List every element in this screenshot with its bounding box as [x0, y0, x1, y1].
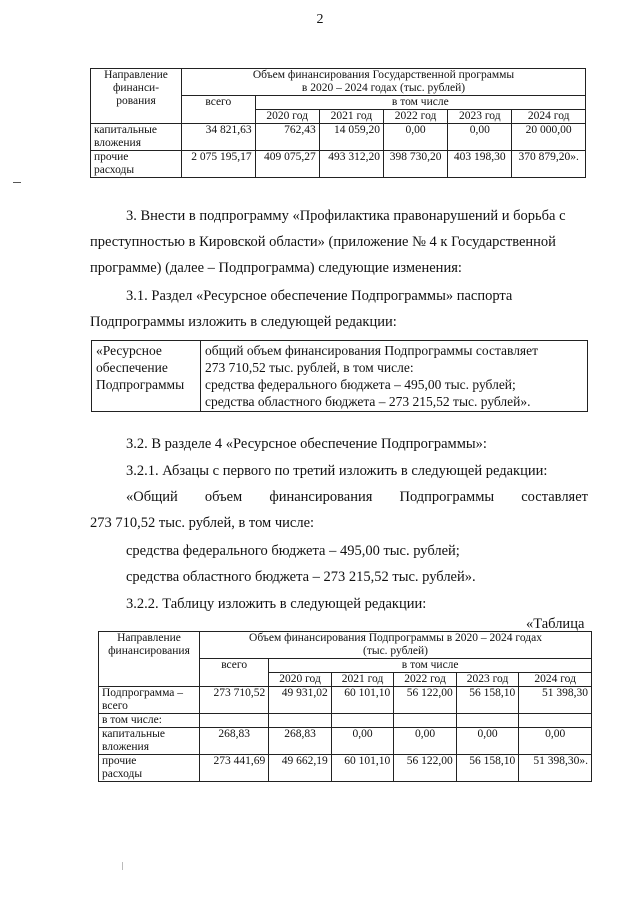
year-header: 2023 год	[456, 673, 519, 687]
paragraph-3-1-line: 3.1. Раздел «Ресурсное обеспечение Подпрограммы» паспорта	[126, 288, 513, 304]
quote-line: средства федерального бюджета – 495,00 тыс. рублей;	[126, 543, 460, 559]
cell-value: 49 931,02	[269, 687, 332, 714]
year-header: 2020 год	[255, 110, 319, 124]
direction-header: Направление финансирования	[99, 632, 200, 687]
table-row	[99, 728, 592, 755]
paragraph-3-2-1: 3.2.1. Абзацы с первого по третий изложить в следующей редакции:	[126, 463, 548, 479]
resource-label-cell: «Ресурсное обеспечение Подпрограммы	[92, 341, 201, 412]
paragraph-3-2: 3.2. В разделе 4 «Ресурсное обеспечение Подпрограммы»:	[126, 436, 487, 452]
paragraph-3-2-2: 3.2.2. Таблицу изложить в следующей редакции:	[126, 596, 427, 612]
cell-value: 0,00	[448, 124, 512, 151]
quote-line: «Общий объем финансирования Подпрограммы составляет	[126, 489, 588, 505]
cell-total: 2 075 195,17	[182, 151, 256, 178]
quote-line: 273 710,52 тыс. рублей, в том числе:	[90, 515, 315, 531]
cell-value: 409 075,27	[255, 151, 319, 178]
resource-text-cell: общий объем финансирования Подпрограммы составляет 273 710,52 тыс. рублей, в том числе: средства федерального бюджета – 495,00 тыс. рублей; средства областного бюджета – 273 215,52 тыс. рублей».	[201, 341, 588, 412]
year-header: 2022 год	[394, 673, 457, 687]
page-number: 2	[316, 12, 324, 27]
year-header: 2021 год	[331, 673, 394, 687]
row-label: капитальные вложения	[99, 728, 200, 755]
table-row	[99, 687, 592, 714]
cell-value: 49 662,19	[269, 755, 332, 782]
year-header: 2020 год	[269, 673, 332, 687]
year-header: 2024 год	[512, 110, 586, 124]
row-label: капитальные вложения	[91, 124, 182, 151]
table-caption: «Таблица	[526, 616, 585, 632]
cell-value: 60 101,10	[331, 687, 394, 714]
cell-value: 398 730,20	[383, 151, 447, 178]
paragraph-3-line: 3. Внести в подпрограмму «Профилактика правонарушений и борьба с	[126, 208, 566, 224]
cell-value: 0,00	[519, 728, 592, 755]
table-row	[99, 755, 592, 782]
cell-total: 268,83	[200, 728, 269, 755]
including-header: в том числе	[255, 96, 585, 110]
direction-header: Направление финанси- рования	[91, 69, 182, 124]
paragraph-3-line: преступностью в Кировской области» (приложение № 4 к Государственной	[90, 234, 556, 250]
cell-value: 56 158,10	[456, 687, 519, 714]
scan-mark	[122, 862, 123, 870]
cell-value: 0,00	[383, 124, 447, 151]
including-header: в том числе	[269, 659, 592, 673]
year-header: 2022 год	[383, 110, 447, 124]
paragraph-3-line: программе) (далее – Подпрограмма) следующие изменения:	[90, 260, 462, 276]
cell-value: 60 101,10	[331, 755, 394, 782]
margin-mark	[13, 182, 21, 183]
cell-value: 403 198,30	[448, 151, 512, 178]
cell-total: 273 441,69	[200, 755, 269, 782]
cell-value: 56 122,00	[394, 755, 457, 782]
row-label: Подпрограмма – всего	[99, 687, 200, 714]
total-header: всего	[182, 96, 256, 124]
total-header: всего	[200, 659, 269, 687]
cell-value: 20 000,00	[512, 124, 586, 151]
cell-value: 51 398,30	[519, 687, 592, 714]
subprogram-funding-table	[98, 631, 592, 782]
cell-value: 56 122,00	[394, 687, 457, 714]
table-row	[91, 151, 586, 178]
cell-value: 0,00	[331, 728, 394, 755]
cell-value: 56 158,10	[456, 755, 519, 782]
year-header: 2024 год	[519, 673, 592, 687]
program-funding-table	[90, 68, 586, 178]
cell-value: 268,83	[269, 728, 332, 755]
paragraph-3-1-line: Подпрограммы изложить в следующей редакции:	[90, 314, 397, 330]
row-label: в том числе:	[99, 714, 200, 728]
cell-total: 273 710,52	[200, 687, 269, 714]
cell-value: 0,00	[394, 728, 457, 755]
cell-value: 493 312,20	[319, 151, 383, 178]
table-row	[91, 124, 586, 151]
cell-value: 370 879,20».	[512, 151, 586, 178]
table-row	[99, 714, 592, 728]
volume-header: Объем финансирования Подпрограммы в 2020 – 2024 годах (тыс. рублей)	[200, 632, 592, 659]
quote-line: средства областного бюджета – 273 215,52 тыс. рублей».	[126, 569, 476, 585]
resource-provision-table	[91, 340, 588, 412]
row-label: прочие расходы	[91, 151, 182, 178]
row-label: прочие расходы	[99, 755, 200, 782]
cell-value: 14 059,20	[319, 124, 383, 151]
cell-total: 34 821,63	[182, 124, 256, 151]
cell-value: 0,00	[456, 728, 519, 755]
cell-value: 51 398,30».	[519, 755, 592, 782]
volume-header: Объем финансирования Государственной программы в 2020 – 2024 годах (тыс. рублей)	[182, 69, 586, 96]
year-header: 2021 год	[319, 110, 383, 124]
cell-value: 762,43	[255, 124, 319, 151]
year-header: 2023 год	[448, 110, 512, 124]
